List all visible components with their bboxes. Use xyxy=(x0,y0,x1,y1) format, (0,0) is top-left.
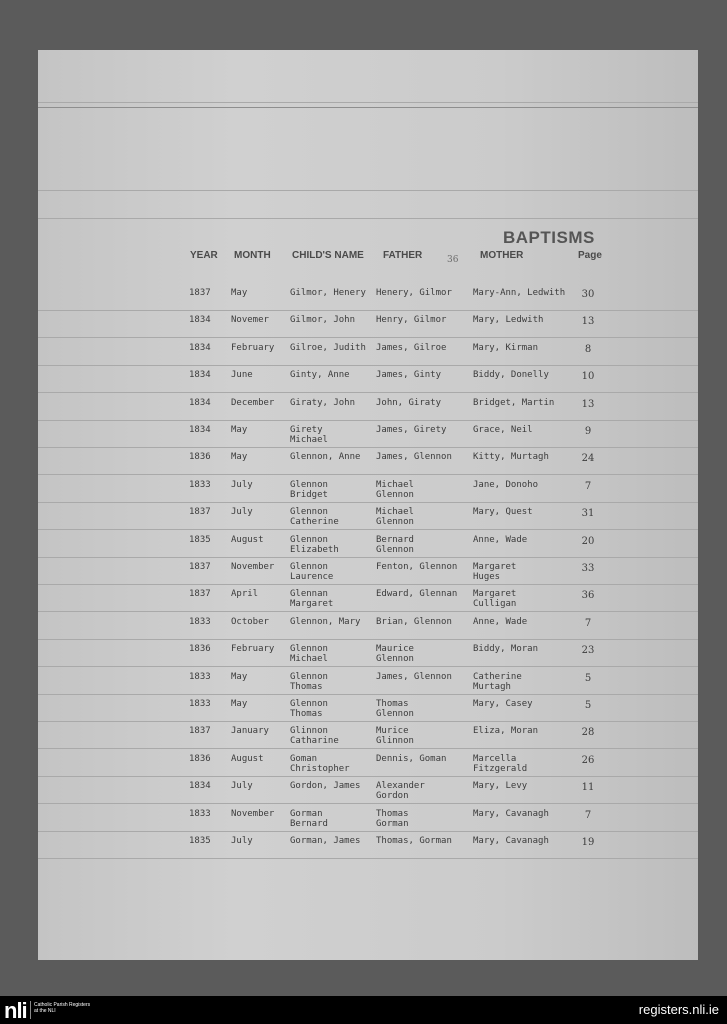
cell-child-line: Michael xyxy=(290,654,328,664)
cell-child xyxy=(290,809,376,829)
cell-mother-line: Mary, Kirman xyxy=(473,343,539,353)
cell-child-line: Glennon xyxy=(290,644,328,654)
cell-month: July xyxy=(231,781,253,791)
cell-mother-line: Margaret xyxy=(473,589,517,599)
cell-child xyxy=(290,480,376,500)
cell-child-line: Gordon, James xyxy=(290,781,361,791)
cell-year: 1834 xyxy=(189,343,211,353)
cell-year: 1834 xyxy=(189,398,211,408)
cell-page: 11 xyxy=(581,782,595,793)
cell-year: 1837 xyxy=(189,507,211,517)
ruled-line xyxy=(38,218,698,219)
cell-mother-line: Marcella xyxy=(473,754,517,764)
cell-year: 1833 xyxy=(189,617,211,627)
cell-year: 1834 xyxy=(189,315,211,325)
ruled-line xyxy=(38,502,698,503)
cell-child-line: Goman xyxy=(290,754,318,764)
cell-page: 33 xyxy=(581,563,595,574)
page-title: BAPTISMS xyxy=(503,228,595,247)
cell-mother xyxy=(473,507,573,517)
cell-child xyxy=(290,589,376,609)
cell-month: August xyxy=(231,535,264,545)
cell-year: 1835 xyxy=(189,535,211,545)
cell-father-line: Glennon xyxy=(376,654,414,664)
header-father: FATHER xyxy=(383,250,423,261)
cell-page: 13 xyxy=(581,316,595,327)
ruled-line xyxy=(38,831,698,832)
cell-child-line: Glennon xyxy=(290,507,328,517)
cell-month: May xyxy=(231,452,248,462)
cell-page: 20 xyxy=(581,536,595,547)
cell-month: June xyxy=(231,370,253,380)
ruled-line xyxy=(38,102,698,103)
cell-mother-line: Mary, Ledwith xyxy=(473,315,544,325)
cell-father xyxy=(376,836,471,846)
cell-child xyxy=(290,452,376,462)
cell-child-line: Thomas xyxy=(290,709,323,719)
cell-father xyxy=(376,809,471,829)
cell-page: 9 xyxy=(584,426,592,437)
cell-page: 8 xyxy=(584,344,592,355)
cell-mother-line: Eliza, Moran xyxy=(473,726,539,736)
cell-mother xyxy=(473,535,573,545)
cell-month: May xyxy=(231,288,248,298)
cell-month: July xyxy=(231,480,253,490)
cell-father-line: Michael xyxy=(376,507,414,517)
cell-mother-line: Mary, Cavanagh xyxy=(473,809,549,819)
cell-child xyxy=(290,398,376,408)
cell-father xyxy=(376,589,471,599)
cell-mother xyxy=(473,343,573,353)
header-child: CHILD'S NAME xyxy=(292,250,364,261)
cell-mother xyxy=(473,699,573,709)
ruled-line xyxy=(38,694,698,695)
cell-mother-line: Biddy, Donelly xyxy=(473,370,549,380)
cell-child-line: Bernard xyxy=(290,819,328,829)
cell-child xyxy=(290,507,376,527)
register-page xyxy=(38,50,698,960)
cell-father xyxy=(376,315,471,325)
cell-father-line: James, Ginty xyxy=(376,370,442,380)
cell-year: 1833 xyxy=(189,480,211,490)
cell-child-line: Giraty, John xyxy=(290,398,356,408)
cell-month: February xyxy=(231,644,275,654)
cell-mother-line: Catherine xyxy=(473,672,522,682)
cell-mother-line: Huges xyxy=(473,572,501,582)
cell-page: 31 xyxy=(581,508,595,519)
cell-page: 24 xyxy=(581,453,595,464)
cell-mother xyxy=(473,315,573,325)
cell-father-line: Henery, Gilmor xyxy=(376,288,452,298)
cell-child-line: Glinnon xyxy=(290,726,328,736)
header-month: MONTH xyxy=(234,250,271,261)
cell-month: January xyxy=(231,726,269,736)
cell-page: 26 xyxy=(581,755,595,766)
cell-mother xyxy=(473,398,573,408)
cell-father-line: Alexander xyxy=(376,781,425,791)
cell-page: 5 xyxy=(584,700,592,711)
cell-page: 7 xyxy=(584,618,592,629)
header-mother: MOTHER xyxy=(480,250,524,261)
cell-mother-line: Mary, Casey xyxy=(473,699,533,709)
cell-child-line: Gorman, James xyxy=(290,836,361,846)
cell-page: 28 xyxy=(581,727,595,738)
ruled-line xyxy=(38,666,698,667)
cell-child xyxy=(290,726,376,746)
cell-month: April xyxy=(231,589,259,599)
cell-father-line: Edward, Glennan xyxy=(376,589,458,599)
cell-child xyxy=(290,644,376,664)
footer-bar xyxy=(0,996,727,1024)
cell-year: 1834 xyxy=(189,425,211,435)
cell-page: 13 xyxy=(581,399,595,410)
cell-child-line: Laurence xyxy=(290,572,334,582)
cell-father-line: Glinnon xyxy=(376,736,414,746)
cell-month: May xyxy=(231,699,248,709)
cell-child xyxy=(290,836,376,846)
cell-father-line: Thomas xyxy=(376,699,409,709)
cell-mother-line: Margaret xyxy=(473,562,517,572)
cell-father xyxy=(376,288,471,298)
cell-year: 1834 xyxy=(189,370,211,380)
cell-month: August xyxy=(231,754,264,764)
ruled-line xyxy=(38,447,698,448)
cell-month: May xyxy=(231,425,248,435)
cell-month: July xyxy=(231,507,253,517)
cell-year: 1837 xyxy=(189,562,211,572)
logo-caption: Catholic Parish Registers at the NLI xyxy=(34,1002,91,1014)
stray-mark: 36 xyxy=(447,255,459,265)
cell-child xyxy=(290,699,376,719)
ruled-line xyxy=(38,529,698,530)
cell-father-line: Murice xyxy=(376,726,409,736)
cell-month: Novemer xyxy=(231,315,269,325)
cell-year: 1834 xyxy=(189,781,211,791)
cell-month: July xyxy=(231,836,253,846)
cell-month: February xyxy=(231,343,275,353)
ruled-line xyxy=(38,190,698,191)
ruled-line xyxy=(38,721,698,722)
cell-page: 7 xyxy=(584,481,592,492)
cell-page: 7 xyxy=(584,810,592,821)
cell-mother xyxy=(473,644,573,654)
cell-child-line: Girety xyxy=(290,425,323,435)
header-page: Page xyxy=(578,250,602,261)
cell-page: 23 xyxy=(581,645,595,656)
cell-father-line: Henry, Gilmor xyxy=(376,315,447,325)
cell-mother xyxy=(473,809,573,819)
cell-year: 1833 xyxy=(189,809,211,819)
cell-mother-line: Jane, Donoho xyxy=(473,480,539,490)
cell-father-line: James, Gilroe xyxy=(376,343,447,353)
cell-page: 5 xyxy=(584,673,592,684)
cell-father xyxy=(376,370,471,380)
cell-father-line: Gorman xyxy=(376,819,409,829)
cell-father xyxy=(376,562,471,572)
cell-mother xyxy=(473,480,573,490)
cell-mother xyxy=(473,781,573,791)
ruled-line xyxy=(38,858,698,859)
cell-year: 1837 xyxy=(189,726,211,736)
ruled-line xyxy=(38,803,698,804)
cell-mother xyxy=(473,726,573,736)
cell-child-line: Catherine xyxy=(290,517,339,527)
cell-father-line: Maurice xyxy=(376,644,414,654)
cell-year: 1837 xyxy=(189,589,211,599)
cell-page: 36 xyxy=(581,590,595,601)
ruled-line xyxy=(38,365,698,366)
cell-year: 1836 xyxy=(189,754,211,764)
cell-month: November xyxy=(231,809,275,819)
cell-child xyxy=(290,617,376,627)
cell-page: 30 xyxy=(581,289,595,300)
cell-child xyxy=(290,425,376,445)
cell-child-line: Gilmor, Henery xyxy=(290,288,366,298)
cell-mother-line: Grace, Neil xyxy=(473,425,533,435)
nli-logo[interactable]: nli xyxy=(4,998,27,1023)
ruled-line xyxy=(38,748,698,749)
logo-divider xyxy=(30,1001,31,1019)
cell-father-line: Glennon xyxy=(376,490,414,500)
cell-page: 19 xyxy=(581,837,595,848)
cell-child-line: Thomas xyxy=(290,682,323,692)
cell-mother-line: Mary, Cavanagh xyxy=(473,836,549,846)
cell-child-line: Glennon xyxy=(290,699,328,709)
cell-mother-line: Mary-Ann, Ledwith xyxy=(473,288,566,298)
cell-mother xyxy=(473,589,573,609)
cell-father-line: Thomas, Gorman xyxy=(376,836,452,846)
cell-mother-line: Mary, Levy xyxy=(473,781,528,791)
ruled-line xyxy=(38,474,698,475)
cell-father-line: Thomas xyxy=(376,809,409,819)
cell-child-line: Glennon xyxy=(290,535,328,545)
cell-child-line: Elizabeth xyxy=(290,545,339,555)
cell-year: 1836 xyxy=(189,452,211,462)
cell-mother xyxy=(473,617,573,627)
cell-father xyxy=(376,617,471,627)
cell-father xyxy=(376,425,471,435)
cell-month: December xyxy=(231,398,275,408)
ruled-line xyxy=(38,420,698,421)
cell-year: 1833 xyxy=(189,699,211,709)
ruled-line xyxy=(38,776,698,777)
cell-month: November xyxy=(231,562,275,572)
cell-child xyxy=(290,535,376,555)
ruled-line xyxy=(38,310,698,311)
cell-child-line: Glennon xyxy=(290,480,328,490)
ruled-line xyxy=(38,639,698,640)
cell-child xyxy=(290,288,376,298)
cell-father xyxy=(376,699,471,719)
cell-mother xyxy=(473,836,573,846)
site-link[interactable]: registers.nli.ie xyxy=(638,1002,719,1017)
cell-mother xyxy=(473,562,573,582)
cell-father xyxy=(376,398,471,408)
ruled-line xyxy=(38,337,698,338)
cell-father xyxy=(376,535,471,555)
cell-child-line: Gilmor, John xyxy=(290,315,356,325)
cell-child xyxy=(290,781,376,791)
cell-father-line: James, Glennon xyxy=(376,452,452,462)
cell-mother-line: Biddy, Moran xyxy=(473,644,539,654)
cell-mother-line: Anne, Wade xyxy=(473,617,528,627)
cell-father-line: Fenton, Glennon xyxy=(376,562,458,572)
cell-father xyxy=(376,480,471,500)
cell-child xyxy=(290,562,376,582)
cell-father xyxy=(376,343,471,353)
cell-child-line: Gorman xyxy=(290,809,323,819)
cell-mother xyxy=(473,425,573,435)
cell-child-line: Catharine xyxy=(290,736,339,746)
cell-father-line: James, Girety xyxy=(376,425,447,435)
cell-child-line: Glennon xyxy=(290,562,328,572)
cell-father-line: James, Glennon xyxy=(376,672,452,682)
cell-mother-line: Murtagh xyxy=(473,682,511,692)
cell-father-line: Michael xyxy=(376,480,414,490)
cell-father xyxy=(376,781,471,801)
cell-year: 1833 xyxy=(189,672,211,682)
cell-mother-line: Bridget, Martin xyxy=(473,398,555,408)
cell-page: 10 xyxy=(581,371,595,382)
cell-father-line: Glennon xyxy=(376,545,414,555)
cell-child-line: Glennon xyxy=(290,672,328,682)
cell-child-line: Gilroe, Judith xyxy=(290,343,366,353)
cell-year: 1837 xyxy=(189,288,211,298)
ruled-line xyxy=(38,584,698,585)
cell-mother xyxy=(473,370,573,380)
cell-child xyxy=(290,315,376,325)
cell-year: 1836 xyxy=(189,644,211,654)
cell-mother-line: Mary, Quest xyxy=(473,507,533,517)
cell-child-line: Glennon, Anne xyxy=(290,452,361,462)
cell-father-line: Gordon xyxy=(376,791,409,801)
header-year: YEAR xyxy=(190,250,218,261)
cell-child-line: Michael xyxy=(290,435,328,445)
cell-father-line: Glennon xyxy=(376,709,414,719)
cell-father-line: Glennon xyxy=(376,517,414,527)
cell-mother-line: Culligan xyxy=(473,599,517,609)
cell-father-line: Bernard xyxy=(376,535,414,545)
cell-mother xyxy=(473,452,573,462)
cell-child-line: Bridget xyxy=(290,490,328,500)
cell-father xyxy=(376,507,471,527)
cell-mother xyxy=(473,672,573,692)
cell-mother xyxy=(473,288,573,298)
cell-father-line: John, Giraty xyxy=(376,398,442,408)
cell-child xyxy=(290,754,376,774)
cell-child xyxy=(290,370,376,380)
ruled-line xyxy=(38,557,698,558)
cell-year: 1835 xyxy=(189,836,211,846)
cell-mother-line: Kitty, Murtagh xyxy=(473,452,549,462)
cell-mother-line: Anne, Wade xyxy=(473,535,528,545)
cell-child xyxy=(290,343,376,353)
cell-month: October xyxy=(231,617,269,627)
cell-father xyxy=(376,726,471,746)
cell-child-line: Glennan xyxy=(290,589,328,599)
cell-father xyxy=(376,644,471,664)
cell-child-line: Ginty, Anne xyxy=(290,370,350,380)
cell-child-line: Glennon, Mary xyxy=(290,617,361,627)
cell-child xyxy=(290,672,376,692)
ruled-line xyxy=(38,611,698,612)
ruled-line xyxy=(38,392,698,393)
cell-father xyxy=(376,452,471,462)
cell-father xyxy=(376,672,471,682)
ruled-line xyxy=(38,107,698,108)
cell-father xyxy=(376,754,471,764)
cell-month: May xyxy=(231,672,248,682)
cell-child-line: Christopher xyxy=(290,764,350,774)
cell-mother-line: Fitzgerald xyxy=(473,764,528,774)
cell-child-line: Margaret xyxy=(290,599,334,609)
cell-father-line: Brian, Glennon xyxy=(376,617,452,627)
cell-father-line: Dennis, Goman xyxy=(376,754,447,764)
cell-mother xyxy=(473,754,573,774)
